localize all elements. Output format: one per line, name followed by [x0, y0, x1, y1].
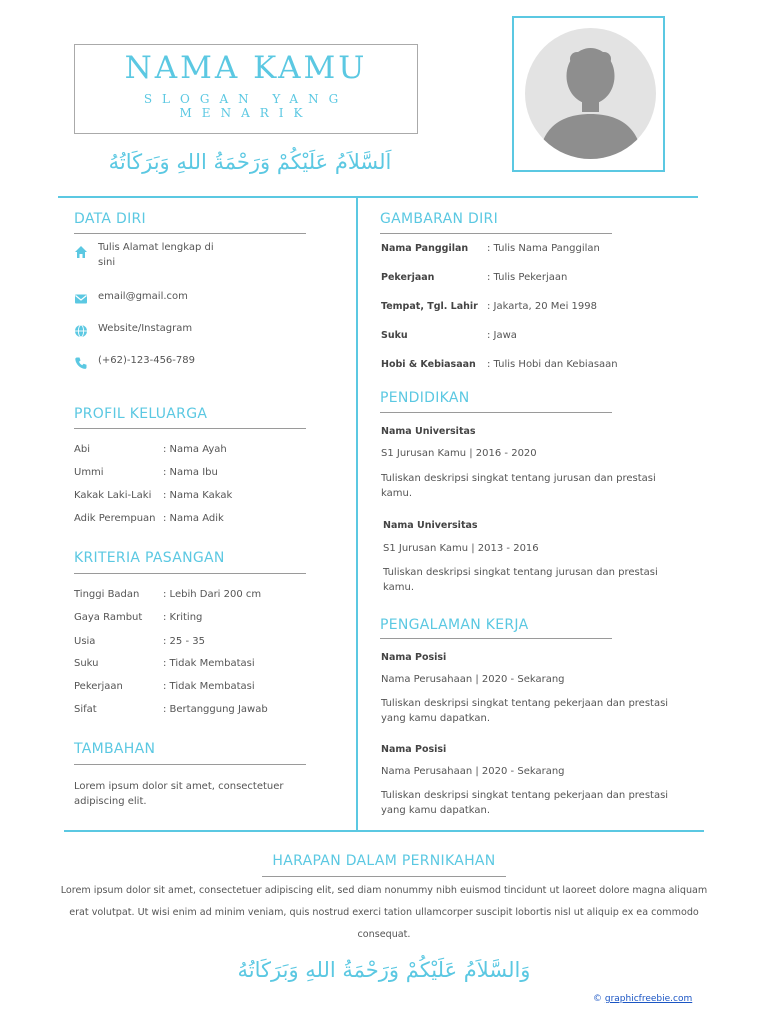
profile-value: : Tulis Pekerjaan	[487, 272, 568, 283]
section-title-tambahan: TAMBAHAN	[74, 741, 156, 757]
envelope-icon	[74, 292, 88, 306]
section-title-profil-keluarga: PROFIL KELUARGA	[74, 406, 208, 422]
section-title-harapan: HARAPAN DALAM PERNIKAHAN	[272, 853, 496, 869]
globe-icon	[74, 324, 88, 338]
education-detail: S1 Jurusan Kamu | 2013 - 2016	[383, 543, 539, 554]
education-desc-line-2: kamu.	[381, 488, 413, 499]
header-divider	[58, 196, 698, 198]
profile-label: Tempat, Tgl. Lahir	[381, 301, 478, 312]
credit-link[interactable]	[593, 994, 692, 1004]
phone-text: (+62)-123-456-789	[98, 355, 195, 366]
family-label: Ummi	[74, 467, 104, 478]
criteria-value: : Tidak Membatasi	[163, 658, 255, 669]
criteria-label: Gaya Rambut	[74, 612, 143, 623]
job-position: Nama Posisi	[381, 652, 447, 663]
criteria-value: : Lebih Dari 200 cm	[163, 589, 262, 600]
job-desc-line-2: yang kamu dapatkan.	[381, 805, 491, 816]
criteria-value: : Bertanggung Jawab	[163, 704, 268, 715]
tambahan-text-line-1: Lorem ipsum dolor sit amet, consectetuer	[74, 781, 284, 792]
applicant-name: NAMA KAMU	[124, 50, 368, 86]
section-rule	[74, 764, 306, 765]
job-desc-line-1: Tuliskan deskripsi singkat tentang pekerjaan dan prestasi	[381, 698, 669, 709]
education-desc-line-2: kamu.	[383, 582, 415, 593]
job-detail: Nama Perusahaan | 2020 - Sekarang	[381, 674, 565, 685]
email-text: email@gmail.com	[98, 291, 188, 302]
profile-label: Pekerjaan	[381, 272, 435, 283]
section-rule	[74, 573, 306, 574]
website-text: Website/Instagram	[98, 323, 193, 334]
tambahan-text-line-2: adipiscing elit.	[74, 796, 147, 807]
section-title-pendidikan: PENDIDIKAN	[380, 390, 470, 406]
profile-value: : Tulis Nama Panggilan	[487, 243, 600, 254]
section-title-data-diri: DATA DIRI	[74, 211, 146, 227]
harapan-text-line-2: erat volutpat. Ut wisi enim ad minim veniam, quis nostrud exerci tation ullamcorper suscipit lobortis nisl ut aliquip ex ea commodo	[69, 907, 699, 918]
section-rule	[380, 233, 612, 234]
copyright-symbol: ©	[593, 994, 602, 1004]
family-value: : Nama Ibu	[163, 467, 218, 478]
credit-link-text[interactable]: graphicfreebie.com	[604, 994, 693, 1004]
criteria-label: Pekerjaan	[74, 681, 123, 692]
job-position: Nama Posisi	[381, 744, 447, 755]
salam-greeting-top: اَلسَّلاَمُ عَلَيْكُمْ وَرَحْمَةُ اللهِ وَبَرَكَاتُهُ	[108, 150, 392, 174]
profile-value: : Jakarta, 20 Mei 1998	[487, 301, 597, 312]
criteria-value: : Tidak Membatasi	[163, 681, 255, 692]
family-label: Abi	[74, 444, 90, 455]
education-institution: Nama Universitas	[383, 520, 478, 531]
education-institution: Nama Universitas	[381, 426, 476, 437]
slogan: SLOGAN YANG MENARIK	[143, 92, 349, 120]
criteria-value: : Kriting	[163, 612, 203, 623]
criteria-value: : 25 - 35	[163, 636, 205, 647]
person-silhouette-icon	[525, 28, 656, 159]
profile-photo-placeholder	[525, 28, 656, 159]
family-value: : Nama Adik	[163, 513, 224, 524]
job-desc-line-1: Tuliskan deskripsi singkat tentang pekerjaan dan prestasi	[381, 790, 669, 801]
phone-icon	[74, 356, 88, 370]
section-rule	[262, 876, 506, 877]
education-desc-line-1: Tuliskan deskripsi singkat tentang jurusan dan prestasi	[381, 473, 656, 484]
criteria-label: Suku	[74, 658, 99, 669]
footer-divider	[64, 830, 704, 832]
criteria-label: Tinggi Badan	[74, 589, 140, 600]
section-title-pengalaman-kerja: PENGALAMAN KERJA	[380, 617, 529, 633]
family-label: Adik Perempuan	[74, 513, 156, 524]
column-divider	[356, 198, 358, 830]
home-icon	[74, 245, 88, 259]
job-detail: Nama Perusahaan | 2020 - Sekarang	[381, 766, 565, 777]
address-line-1: Tulis Alamat lengkap di	[98, 242, 214, 253]
section-title-kriteria-pasangan: KRITERIA PASANGAN	[74, 550, 225, 566]
family-value: : Nama Ayah	[163, 444, 227, 455]
education-desc-line-1: Tuliskan deskripsi singkat tentang jurusan dan prestasi	[383, 567, 658, 578]
family-label: Kakak Laki-Laki	[74, 490, 152, 501]
section-rule	[380, 412, 612, 413]
section-rule	[74, 428, 306, 429]
harapan-text-line-3: consequat.	[357, 929, 411, 940]
profile-value: : Jawa	[487, 330, 517, 341]
job-desc-line-2: yang kamu dapatkan.	[381, 713, 491, 724]
harapan-text-line-1: Lorem ipsum dolor sit amet, consectetuer adipiscing elit, sed diam nonummy nibh euismod tincidunt ut laoreet dolore magna aliquam	[60, 885, 708, 896]
profile-label: Hobi & Kebiasaan	[381, 359, 476, 370]
profile-value: : Tulis Hobi dan Kebiasaan	[487, 359, 618, 370]
education-detail: S1 Jurusan Kamu | 2016 - 2020	[381, 448, 537, 459]
salam-greeting-bottom: وَالسَّلاَمُ عَلَيْكُمْ وَرَحْمَةُ اللهِ وَبَرَكَاتُهُ	[237, 958, 531, 982]
section-title-gambaran-diri: GAMBARAN DIRI	[380, 211, 499, 227]
profile-label: Suku	[381, 330, 408, 341]
criteria-label: Usia	[74, 636, 96, 647]
address-line-2: sini	[98, 257, 116, 268]
section-rule	[74, 233, 306, 234]
profile-label: Nama Panggilan	[381, 243, 469, 254]
section-rule	[380, 638, 612, 639]
criteria-label: Sifat	[74, 704, 97, 715]
family-value: : Nama Kakak	[163, 490, 233, 501]
